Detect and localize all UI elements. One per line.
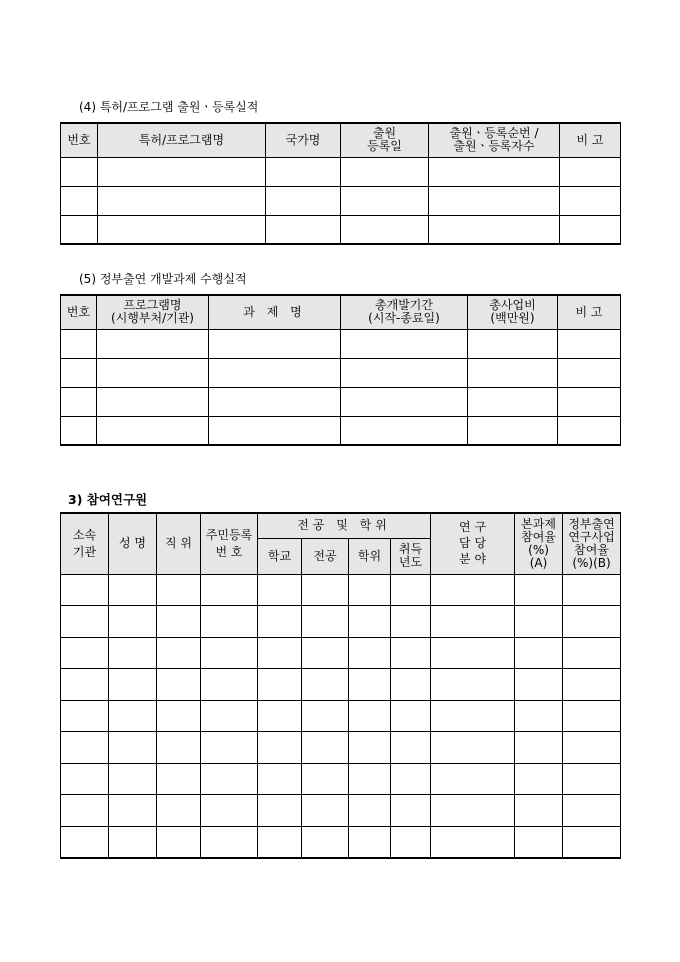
header-rate-b-line1: 정부출연: [568, 516, 615, 531]
year-cell[interactable]: [391, 732, 431, 764]
header-rate-a-line1: 본과제: [521, 516, 556, 531]
header-filing-date-line2: 등록일: [367, 139, 402, 154]
researchers-table: [60, 512, 621, 859]
year-cell[interactable]: [391, 637, 431, 669]
major-cell[interactable]: [302, 732, 349, 764]
field-cell[interactable]: [431, 795, 515, 827]
position-cell[interactable]: [157, 637, 201, 669]
header-filing-number-line1: 출원ㆍ등록순번 /: [449, 126, 539, 141]
table-row: [61, 157, 621, 186]
header-rate-b-line3: 참여율: [574, 542, 609, 557]
rate-a-cell[interactable]: [515, 795, 563, 827]
no-cell[interactable]: [61, 329, 97, 358]
period-cell[interactable]: [341, 329, 468, 358]
number-cell[interactable]: [429, 215, 560, 244]
budget-cell[interactable]: [468, 387, 558, 416]
header-year-line2: 년도: [398, 555, 423, 569]
note-cell[interactable]: [558, 387, 621, 416]
number-cell[interactable]: [429, 186, 560, 215]
degree-cell[interactable]: [349, 669, 391, 701]
degree-cell[interactable]: [349, 700, 391, 732]
table-row: [61, 606, 621, 638]
position-cell[interactable]: [157, 606, 201, 638]
name-cell[interactable]: [109, 700, 157, 732]
no-cell[interactable]: [61, 416, 97, 445]
name-cell[interactable]: [98, 215, 266, 244]
position-cell[interactable]: [157, 574, 201, 606]
year-cell[interactable]: [391, 826, 431, 858]
school-cell[interactable]: [258, 574, 302, 606]
researchers-section-title: 3) 참여연구원: [68, 492, 148, 507]
name-cell[interactable]: [109, 732, 157, 764]
header-rate-a-line2: 참여율: [521, 529, 556, 544]
position-cell[interactable]: [157, 763, 201, 795]
table-row: [61, 637, 621, 669]
major-cell[interactable]: [302, 606, 349, 638]
period-cell[interactable]: [341, 387, 468, 416]
table-row: [61, 669, 621, 701]
rate-b-cell[interactable]: [563, 637, 621, 669]
rate-b-cell[interactable]: [563, 574, 621, 606]
name-cell[interactable]: [98, 186, 266, 215]
no-cell[interactable]: [61, 215, 98, 244]
rate-b-cell[interactable]: [563, 700, 621, 732]
name-cell[interactable]: [109, 574, 157, 606]
number-cell[interactable]: [429, 157, 560, 186]
rate-b-cell[interactable]: [563, 732, 621, 764]
rate-b-cell[interactable]: [563, 606, 621, 638]
header-note: 비 고: [558, 295, 621, 329]
date-cell[interactable]: [341, 215, 429, 244]
year-cell[interactable]: [391, 763, 431, 795]
table-row: [61, 763, 621, 795]
major-cell[interactable]: [302, 574, 349, 606]
rrn-cell[interactable]: [201, 637, 258, 669]
school-cell[interactable]: [258, 637, 302, 669]
header-major-degree: 전공 및 학위: [258, 513, 431, 538]
header-budget-line2: (백만원): [490, 311, 535, 326]
no-cell[interactable]: [61, 186, 98, 215]
rrn-cell[interactable]: [201, 763, 258, 795]
major-cell[interactable]: [302, 700, 349, 732]
org-cell[interactable]: [61, 574, 109, 606]
table-row: [61, 186, 621, 215]
note-cell[interactable]: [558, 358, 621, 387]
budget-cell[interactable]: [468, 358, 558, 387]
name-cell[interactable]: [109, 826, 157, 858]
header-no: 번호: [61, 123, 98, 157]
name-cell[interactable]: [98, 157, 266, 186]
header-filing-number: [429, 123, 560, 157]
year-cell[interactable]: [391, 606, 431, 638]
degree-cell[interactable]: [349, 763, 391, 795]
rrn-cell[interactable]: [201, 826, 258, 858]
rrn-cell[interactable]: [201, 606, 258, 638]
year-cell[interactable]: [391, 574, 431, 606]
header-participation-rate-a: [515, 513, 563, 574]
rate-a-cell[interactable]: [515, 669, 563, 701]
header-field-line2: 담 당: [459, 536, 487, 551]
rate-a-cell[interactable]: [515, 606, 563, 638]
task-cell[interactable]: [209, 387, 341, 416]
major-cell[interactable]: [302, 826, 349, 858]
rate-a-cell[interactable]: [515, 700, 563, 732]
org-cell[interactable]: [61, 795, 109, 827]
major-cell[interactable]: [302, 763, 349, 795]
gov-projects-section-title: (5) 정부출연 개발과제 수행실적: [79, 272, 247, 286]
rate-b-cell[interactable]: [563, 826, 621, 858]
degree-cell[interactable]: [349, 732, 391, 764]
table-row: [61, 732, 621, 764]
field-cell[interactable]: [431, 700, 515, 732]
no-cell[interactable]: [61, 358, 97, 387]
rrn-cell[interactable]: [201, 795, 258, 827]
patents-section-title: (4) 특허/프로그램 출원ㆍ등록실적: [79, 100, 259, 114]
rate-a-cell[interactable]: [515, 732, 563, 764]
header-rate-b-line2: 연구사업: [568, 529, 615, 544]
header-period: [341, 295, 468, 329]
position-cell[interactable]: [157, 669, 201, 701]
no-cell[interactable]: [61, 387, 97, 416]
header-period-line1: 총개발기간: [375, 298, 433, 313]
no-cell[interactable]: [61, 157, 98, 186]
rrn-cell[interactable]: [201, 574, 258, 606]
org-cell[interactable]: [61, 637, 109, 669]
school-cell[interactable]: [258, 732, 302, 764]
field-cell[interactable]: [431, 574, 515, 606]
rate-b-cell[interactable]: [563, 763, 621, 795]
table-row: [61, 826, 621, 858]
degree-cell[interactable]: [349, 637, 391, 669]
country-cell[interactable]: [266, 215, 341, 244]
budget-cell[interactable]: [468, 329, 558, 358]
field-cell[interactable]: [431, 637, 515, 669]
header-rrn-line2: 번 호: [215, 544, 243, 559]
rrn-cell[interactable]: [201, 732, 258, 764]
table-row: [61, 795, 621, 827]
header-rate-a-line3: (%): [528, 542, 549, 557]
header-budget: [468, 295, 558, 329]
header-budget-line1: 총사업비: [489, 298, 536, 313]
position-cell[interactable]: [157, 826, 201, 858]
note-cell[interactable]: [560, 215, 621, 244]
year-cell[interactable]: [391, 795, 431, 827]
date-cell[interactable]: [341, 186, 429, 215]
org-cell[interactable]: [61, 669, 109, 701]
task-cell[interactable]: [209, 358, 341, 387]
header-period-line2: (시작-종료일): [368, 311, 440, 326]
header-degree: 학위: [349, 538, 391, 574]
header-program-line1: 프로그램명: [123, 298, 182, 313]
header-research-field: [431, 513, 515, 574]
rate-b-cell[interactable]: [563, 795, 621, 827]
header-note: 비 고: [560, 123, 621, 157]
position-cell[interactable]: [157, 700, 201, 732]
school-cell[interactable]: [258, 669, 302, 701]
header-school: 학교: [258, 538, 302, 574]
header-program-line2: (시행부처/기관): [111, 311, 194, 326]
header-field-line3: 분 야: [459, 552, 487, 567]
task-cell[interactable]: [209, 329, 341, 358]
header-patent-name: 특허/프로그램명: [98, 123, 266, 157]
header-filing-number-line2: 출원ㆍ등록자수: [453, 139, 535, 154]
org-cell[interactable]: [61, 606, 109, 638]
note-cell[interactable]: [560, 157, 621, 186]
org-cell[interactable]: [61, 700, 109, 732]
period-cell[interactable]: [341, 416, 468, 445]
school-cell[interactable]: [258, 763, 302, 795]
name-cell[interactable]: [109, 795, 157, 827]
school-cell[interactable]: [258, 795, 302, 827]
header-rate-b-line4: (%)(B): [572, 555, 611, 570]
header-no: 번호: [61, 295, 97, 329]
table-row: [61, 329, 621, 358]
table-row: [61, 387, 621, 416]
table-row: [61, 700, 621, 732]
field-cell[interactable]: [431, 826, 515, 858]
degree-cell[interactable]: [349, 826, 391, 858]
header-rrn: [201, 513, 258, 574]
table-row: [61, 215, 621, 244]
patents-table: [60, 122, 621, 245]
program-cell[interactable]: [97, 416, 209, 445]
header-program: [97, 295, 209, 329]
program-cell[interactable]: [97, 358, 209, 387]
rrn-cell[interactable]: [201, 700, 258, 732]
field-cell[interactable]: [431, 669, 515, 701]
year-cell[interactable]: [391, 700, 431, 732]
org-cell[interactable]: [61, 826, 109, 858]
header-filing-date-line1: 출원: [372, 126, 397, 141]
year-cell[interactable]: [391, 669, 431, 701]
name-cell[interactable]: [109, 669, 157, 701]
table-row: [61, 574, 621, 606]
header-task-name: 과 제 명: [209, 295, 341, 329]
header-org-line2: 기관: [72, 544, 97, 559]
degree-cell[interactable]: [349, 606, 391, 638]
major-cell[interactable]: [302, 795, 349, 827]
header-org-line1: 소속: [72, 527, 97, 542]
org-cell[interactable]: [61, 763, 109, 795]
country-cell[interactable]: [266, 157, 341, 186]
position-cell[interactable]: [157, 795, 201, 827]
school-cell[interactable]: [258, 700, 302, 732]
header-rate-a-line4: (A): [529, 555, 548, 570]
header-filing-date: [341, 123, 429, 157]
header-position: 직 위: [157, 513, 201, 574]
date-cell[interactable]: [341, 157, 429, 186]
field-cell[interactable]: [431, 763, 515, 795]
position-cell[interactable]: [157, 732, 201, 764]
name-cell[interactable]: [109, 763, 157, 795]
header-field-line1: 연 구: [459, 520, 487, 535]
note-cell[interactable]: [560, 186, 621, 215]
header-participation-rate-b: [563, 513, 621, 574]
header-major: 전공: [302, 538, 349, 574]
rate-a-cell[interactable]: [515, 574, 563, 606]
name-cell[interactable]: [109, 606, 157, 638]
field-cell[interactable]: [431, 732, 515, 764]
header-name: 성 명: [109, 513, 157, 574]
major-cell[interactable]: [302, 637, 349, 669]
degree-cell[interactable]: [349, 574, 391, 606]
major-cell[interactable]: [302, 669, 349, 701]
rrn-cell[interactable]: [201, 669, 258, 701]
header-org: [61, 513, 109, 574]
program-cell[interactable]: [97, 329, 209, 358]
budget-cell[interactable]: [468, 416, 558, 445]
rate-a-cell[interactable]: [515, 826, 563, 858]
period-cell[interactable]: [341, 358, 468, 387]
name-cell[interactable]: [109, 637, 157, 669]
org-cell[interactable]: [61, 732, 109, 764]
note-cell[interactable]: [558, 416, 621, 445]
school-cell[interactable]: [258, 826, 302, 858]
header-year-line1: 취득: [398, 542, 423, 556]
header-year: [391, 538, 431, 574]
degree-cell[interactable]: [349, 795, 391, 827]
note-cell[interactable]: [558, 329, 621, 358]
rate-b-cell[interactable]: [563, 669, 621, 701]
country-cell[interactable]: [266, 186, 341, 215]
task-cell[interactable]: [209, 416, 341, 445]
program-cell[interactable]: [97, 387, 209, 416]
school-cell[interactable]: [258, 606, 302, 638]
header-rrn-line1: 주민등록: [205, 527, 253, 542]
header-country: 국가명: [266, 123, 341, 157]
field-cell[interactable]: [431, 606, 515, 638]
table-row: [61, 416, 621, 445]
gov-projects-table: [60, 294, 621, 446]
rate-a-cell[interactable]: [515, 763, 563, 795]
table-row: [61, 358, 621, 387]
rate-a-cell[interactable]: [515, 637, 563, 669]
